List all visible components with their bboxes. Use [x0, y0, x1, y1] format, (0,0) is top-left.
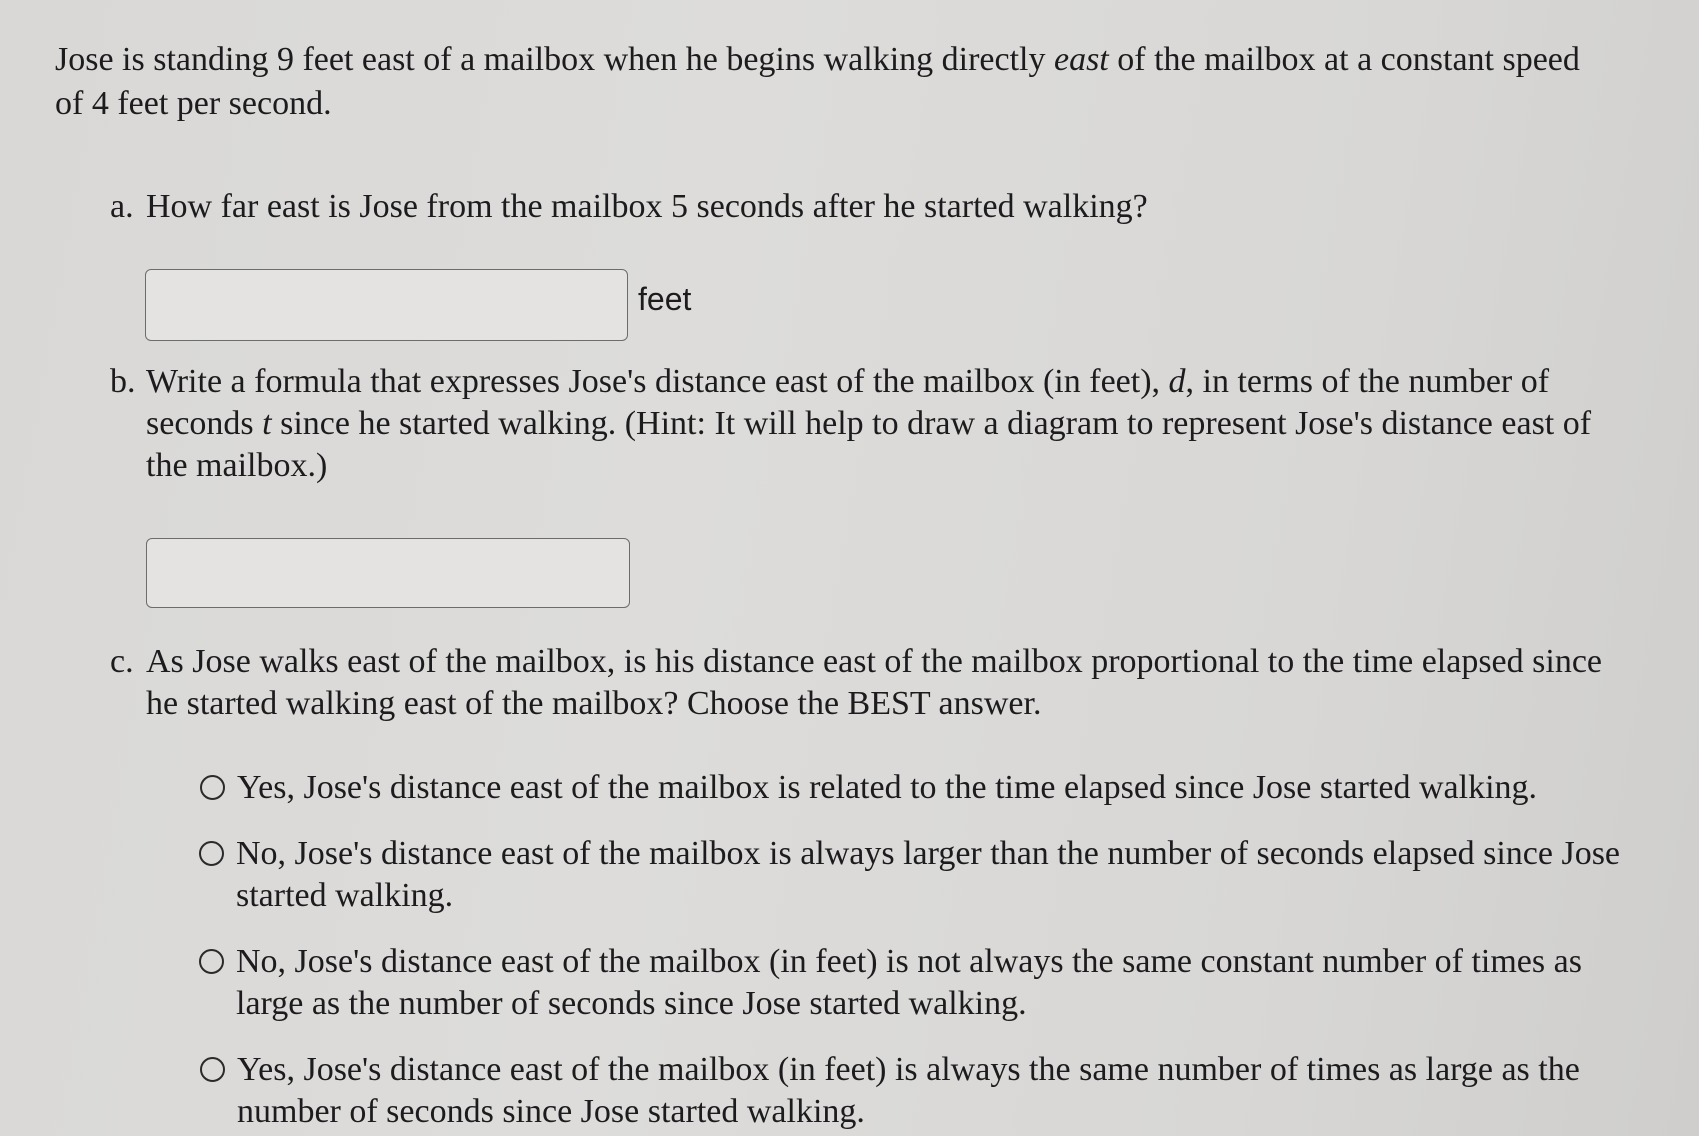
- part-b-text-3: since he started walking. (Hint: It will help to draw a diagram to represent Jose's distance east of the mailbox.): [146, 405, 1592, 484]
- problem-emphasis: east: [1053, 41, 1109, 78]
- radio-button-icon[interactable]: [200, 1057, 225, 1082]
- part-a-letter: a.: [110, 188, 134, 225]
- radio-button-icon[interactable]: [199, 841, 224, 866]
- problem-text-1: Jose is standing 9 feet east of a mailbox when he begins walking directly: [55, 41, 1054, 78]
- part-a-text: How far east is Jose from the mailbox 5 seconds after he started walking?: [146, 188, 1148, 225]
- option-2-label: No, Jose's distance east of the mailbox is always larger than the number of seconds elapsed since Jose started walking.: [236, 835, 1621, 914]
- part-a-question: [110, 186, 1610, 228]
- part-a-unit-label: feet: [638, 281, 692, 317]
- part-c-question: [110, 641, 1615, 725]
- option-4[interactable]: [200, 1049, 1640, 1133]
- option-1-label: Yes, Jose's distance east of the mailbox is related to the time elapsed since Jose started walking.: [237, 769, 1538, 806]
- radio-button-icon[interactable]: [200, 775, 225, 800]
- part-b-text-1: Write a formula that expresses Jose's distance east of the mailbox (in feet),: [146, 363, 1169, 400]
- option-3[interactable]: [199, 941, 1639, 1025]
- option-3-label: No, Jose's distance east of the mailbox (in feet) is not always the same constant number of times as large as the number of seconds since Jose started walking.: [236, 943, 1582, 1022]
- problem-statement: [55, 38, 1585, 126]
- option-1[interactable]: [200, 767, 1640, 809]
- option-2[interactable]: [199, 833, 1639, 917]
- part-b-text-2: , in terms of the number of seconds: [146, 363, 1550, 442]
- problem-text-2: of the mailbox at a constant speed of 4 feet per second.: [55, 41, 1580, 122]
- part-b-formula-input[interactable]: [146, 538, 630, 608]
- part-a-answer-input[interactable]: [145, 269, 628, 341]
- part-c-letter: c.: [110, 643, 134, 680]
- variable-d: d: [1168, 363, 1186, 400]
- option-4-label: Yes, Jose's distance east of the mailbox (in feet) is always the same number of times as large as the number of seconds since Jose started walking.: [237, 1051, 1580, 1130]
- part-b-question: [110, 361, 1615, 487]
- part-b-letter: b.: [110, 363, 136, 400]
- variable-t: t: [262, 405, 272, 442]
- part-b-text: [146, 361, 1615, 487]
- part-c-text: As Jose walks east of the mailbox, is his distance east of the mailbox proportional to the time elapsed since he started walking east of the mailbox? Choose the BEST answer.: [146, 643, 1603, 722]
- radio-button-icon[interactable]: [199, 949, 224, 974]
